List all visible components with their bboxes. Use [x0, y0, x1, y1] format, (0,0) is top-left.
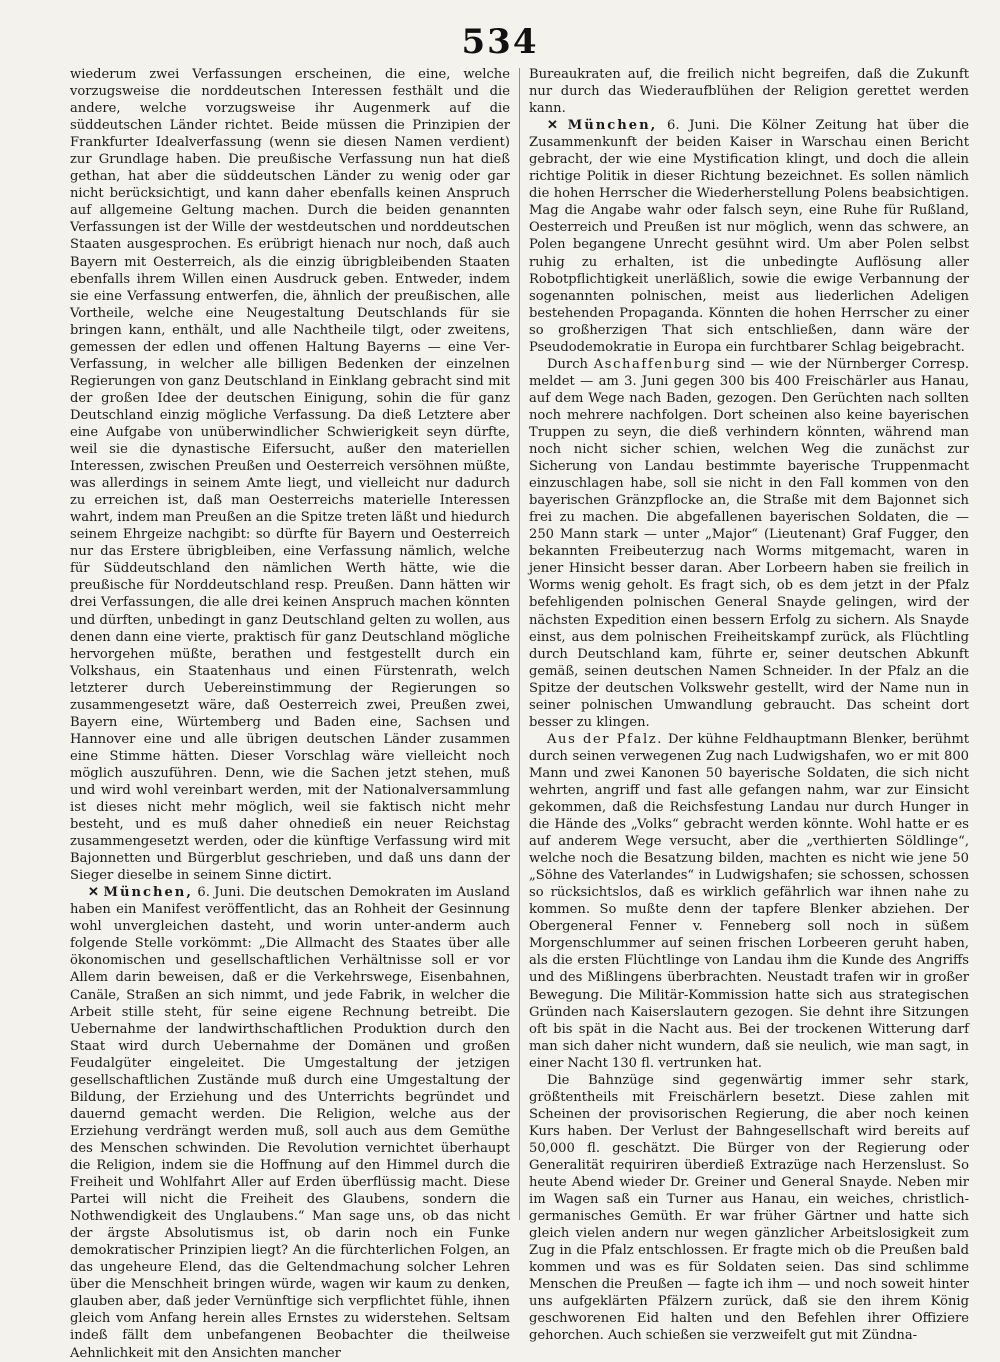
dateline-date: 6. Juni. — [666, 118, 720, 134]
dateline-place: Aus der Pfalz. — [547, 731, 664, 747]
article-body: Die deutschen Demokraten im Ausland haben ein Manifest veröffentlicht, das an Rohheit der Gesinnung wohl unvergleichen dasteht, und worin unter-anderm auch folgende Stelle vorkömmt: „Die Allmacht des Staates über alle ökonomischen und gesellschaftlichen Verhältnisse soll er vor Allem darin beweisen, daß er die Verkehrswege, Eisenbahnen, Canäle, Straßen an sich nimmt, und jede Fabrik, in welcher die Arbeit stille steht, für seine eigene Rechnung betreibt. Die Uebernahme der landwirthschaftlichen Produktion durch den Staat wird durch Uebernahme der Domänen und großen Feudalgüter eingeleitet. Die Umgestaltung der jetzigen gesellschaftlichen Zustände muß durch eine Umgestaltung der Bildung, der Erziehung und des Unterrichts begründet und dauernd gemacht werden. Die Religion, welche aus der Erziehung verdrängt werden muß, soll auch aus dem Gemüthe des Menschen schwinden. Die Revolution vernichtet überhaupt die Religion, indem sie die Hoffnung auf den Himmel durch die Freiheit und Wohlfahrt Aller auf Erden überflüssig macht. Diese Partei will nicht die Freiheit des Glaubens, sondern die Nothwendigkeit des Unglaubens.“ Man sage uns, ob das nicht der ärgste Absolutismus ist, ob darin noch ein Funke demokratischer Prinzipien liegt? An die fürchterlichen Folgen, an das ungeheure Elend, das die Geltendmachung solcher Lehren über die Menschheit bringen würde, wagen wir kaum zu denken, glauben aber, daß jeder Vernünftige sich verpflichtet fühle, ihnen gleich vom Anfang herein alles Ernstes zu widerstehen. Seltsam indeß fällt dem unbefangenen Beobachter die theilweise Aehnlichkeit mit den Ansichten mancher — [70, 885, 511, 1361]
right-paragraph-continuation: Bureaukraten auf, die freilich nicht begreifen, daß die Zukunft nur durch das Wiederaufblühen der Religion gerettet werden kann. — [529, 67, 969, 117]
right-article-pfalz — [529, 731, 969, 1072]
right-article-munich — [529, 117, 969, 356]
article-body: Der kühne Feldhauptmann Blenker, berühmt durch seinen verwegenen Zug nach Ludwigshafen, wo er mit 800 Mann und zwei Kanonen 50 bayerische Soldaten, die sich nicht wehrten, angriff und fast alle gefangen nahm, war zur Einsicht gekommen, daß die Reichsfestung Landau nur durch Hunger in die Hände des „Volks“ gebracht werden könnte. Wohl hatte er es auf anderem Wege versucht, aber die „verthierten Söldlinge“, welche noch die Besatzung bilden, machten es nicht wie jene 50 „Söhne des Vaterlandes“ in Ludwigshafen; sie schossen, schossen so rücksichtslos, daß es wirklich gefährlich war ihnen nahe zu kommen. So mußte denn der tapfere Blenker abziehen. Der Obergeneral Fenner v. Fenneberg soll noch in süßem Morgenschlummer auf seinen frischen Lorbeeren geruht haben, als die ersten Flüchtlinge von Landau ihm die Kunde des Angriffs und des Mißlingens überbrachten. Neustadt trafen wir in großer Bewegung. Die Militär-Kommission hatte sich aus strategischen Gründen nach Kaiserslautern gezogen. Sie dehnt ihre Sitzungen oft bis spät in die Nacht aus. Bei der trockenen Witterung darf man sich daher nicht wundern, daß sie neulich, wie man sagt, in einer Nacht 130 fl. vertrunken hat. — [529, 731, 969, 1071]
page-number: 534 — [461, 22, 539, 62]
right-column — [529, 66, 969, 1345]
dateline-place: Aschaffenburg — [593, 356, 712, 372]
article-lead: Durch — [547, 356, 588, 372]
left-paragraph-constitution: wiederum zwei Verfassungen erscheinen, die eine, welche vorzugsweise die norddeutschen Interessen festhält und die andere, welche vorzugsweise ihr Augenmerk auf die süddeutschen Länder richtet. Beide müssen die Prinzipien der Frankfurter Idealverfassung (wenn sie diesen Namen verdient) zur Grundlage haben. Die preußische Verfassung nun hat dieß gethan, hat aber die süddeutschen Länder zu wenig oder gar nicht berücksichtigt, und kann daher ebenfalls keinen Anspruch auf allgemeine Geltung machen. Durch die beiden genannten Verfassungen ist der Wille der westdeutschen und norddeutschen Staaten ausgesprochen. Es erübrigt hienach nur noch, daß auch Bayern mit Oesterreich, als die einzig übrigbleibenden Staaten ebenfalls ihrem Willen einen Ausdruck geben. Entweder, indem sie eine Verfassung entwerfen, die, ähnlich der preußischen, alle Vortheile, welche eine Neugestaltung Deutschlands für sie bringen kann, enthält, und alle Nachtheile tilgt, oder zweitens, gemessen der edlen und offenen Haltung Bayerns — eine Ver-Verfassung, in welcher alle billigen Bedenken der einzelnen Regierungen von ganz Deutschland in Einklang gebracht sind mit der großen Idee der deutschen Einigung, sohin die für ganz Deutschland einzig mögliche Verfassung. Da dieß Letztere aber eine Aufgabe von unüberwindlicher Schwierigkeit seyn dürfte, weil sie die dynastische Eifersucht, außer den materiellen Interessen, zwischen Preußen und Oesterreich versöhnen müßte, was allerdings in seinem Amte liegt, und vielleicht nur dadurch zu erreichen ist, daß man Oesterreichs materielle Interessen wahrt, indem man Preußen an die Spitze treten läßt und hiedurch seinem Ehrgeize nachgibt: so dürfte für Bayern und Oesterreich nur das Erstere übrigbleiben, eine Verfassung nämlich, welche für Süddeutschland den nämlichen Werth hätte, wie die preußische für Norddeutschland resp. Preußen. Dann hätten wir drei Verfassungen, die alle drei keinen Anspruch machen könnten und dürften, unbedingt in ganz Deutschland gelten zu wollen, aus denen dann eine vierte, praktisch für ganz Deutschland mögliche hervorgehen müßte, berathen und festgestellt durch ein Volkshaus, ein Staatenhaus und einen Fürstenrath, welch letzterer durch Uebereinstimmung der Regierungen so zusammengesetzt wäre, daß Oesterreich zwei, Preußen zwei, Bayern eine, Würtemberg und Baden eine, Sachsen und Hannover eine und alle übrigen deutschen Länder zusammen eine Stimme hätten. Dieser Vorschlag wäre vielleicht noch möglich auszuführen. Denn, wie die Sachen jetzt stehen, muß und wird wohl vereinbart werden, mit der Nationalversammlung ist dieses nicht mehr möglich, weil sie faktisch nicht mehr besteht, und es muß daher ohnedieß ein neuer Reichstag zusammengesetzt werden, oder die künftige Verfassung wird mit Bajonnetten und Bürgerblut geschrieben, und daß uns dann der Sieger dieselbe in seinem Sinne dictirt. — [70, 67, 510, 884]
dateline-date: 6. Juni. — [197, 885, 245, 901]
right-article-aschaffenburg — [529, 356, 969, 731]
article-body: Die Kölner Zeitung hat über die Zusammenkunft der beiden Kaiser in Warschau einen Bericht gebracht, der wie eine Mystification klingt, und doch die allein richtige Politik in dieser Richtung bezeichnet. Es sollen nämlich die hohen Herrscher die Wiederherstellung Polens beabsichtigen. Mag die Angabe wahr oder falsch seyn, eine Ruhe für Rußland, Oesterreich und Preußen ist nur möglich, wenn das schwere, an Polen begangene Unrecht gesühnt wird. Um aber Polen selbst ruhig zu erhalten, ist die unbedingte Auflösung aller Robotpflichtigkeit unerläßlich, sowie die ewige Verbannung der sogenannten polnischen, meist aus liederlichen Adeligen bestehenden Propaganda. Könnten die hohen Herrscher zu einer so großherzigen That sich entschließen, dann wäre der Pseudodemokratie in Europa ein furchtbarer Schlag beigebracht. — [529, 118, 969, 355]
column-divider — [519, 68, 520, 1220]
left-article-munich — [70, 884, 510, 1361]
right-paragraph-railways: Die Bahnzüge sind gegenwärtig immer sehr stark, größtentheils mit Freischärlern besetzt. Diese zahlen mit Scheinen der provisorischen Regierung, die aber noch keinen Kurs haben. Der Verlust der Bahngesellschaft wird bereits auf 50,000 fl. geschätzt. Die Bürger von der Regierung oder Generalität requiriren überdieß Extrazüge nach Herzenslust. So heute Abend wieder Dr. Greiner und General Snayde. Neben mir im Wagen saß ein Turner aus Hanau, ein weiches, christlich-germanisches Gemüth. Er war früher Gärtner und hatte sich gleich vielen andern nur wegen gänzlicher Arbeitslosigkeit zum Zug in die Pfalz entschlossen. Er fragte mich ob die Preußen bald kommen und was es für Soldaten seien. Das sind schlimme Menschen die Preußen — fagte ich ihm — und noch soweit hinter uns aufgeklärten Pfälzern zurück, daß sie den ihrem König geschworenen Eid halten und den Befehlen ihrer Offiziere gehorchen. Auch schießen sie verzweifelt gut mit Zündna- — [529, 1072, 969, 1344]
cross-mark-icon: ✕ — [88, 885, 99, 901]
dateline-place: München, — [103, 885, 193, 901]
article-body: sind — wie der Nürnberger Corresp. meldet — am 3. Juni gegen 300 bis 400 Freischärler aus Hanau, auf dem Wege nach Baden, gezogen. Den Gerüchten nach sollten noch mehrere nachfolgen. Dort scheinen also keine bayerischen Truppen zu seyn, die dieß verhindern könnten, während man noch nicht sicher schien, welchen Weg die zunächst zur Sicherung von Landau bestimmte bayerische Truppenmacht einzuschlagen habe, soll sie nicht in den Fall kommen von den bayerischen Gränzpflocke an, die Straße mit dem Bajonnet sich frei zu machen. Die abgefallenen bayerischen Soldaten, die — 250 Mann stark — unter „Major“ (Lieutenant) Graf Fugger, den bekannten Freibeuterzug nach Worms mitgemacht, waren in jener Hinsicht besser daran. Aber Lorbeern haben sie freilich in Worms wenig geholt. Es fragt sich, ob es dem jetzt in der Pfalz befehligenden polnischen General Snayde gelingen, wird der nächsten Expedition einen bessern Erfolg zu sichern. Als Snayde einst, aus dem polnischen Freiheitskampf zurück, als Flüchtling durch Deutschland kam, führte er, seiner deutschen Abkunft gemäß, seinen deutschen Namen Schneider. In der Pfalz an die Spitze der deutschen Volkswehr gestellt, wird der Name nun in seiner polnischen Umwandlung gebraucht. Das scheint dort besser zu klingen. — [529, 356, 969, 730]
left-column — [70, 66, 510, 1362]
cross-mark-icon: ✕ — [547, 118, 558, 134]
dateline-place: München, — [567, 118, 658, 134]
